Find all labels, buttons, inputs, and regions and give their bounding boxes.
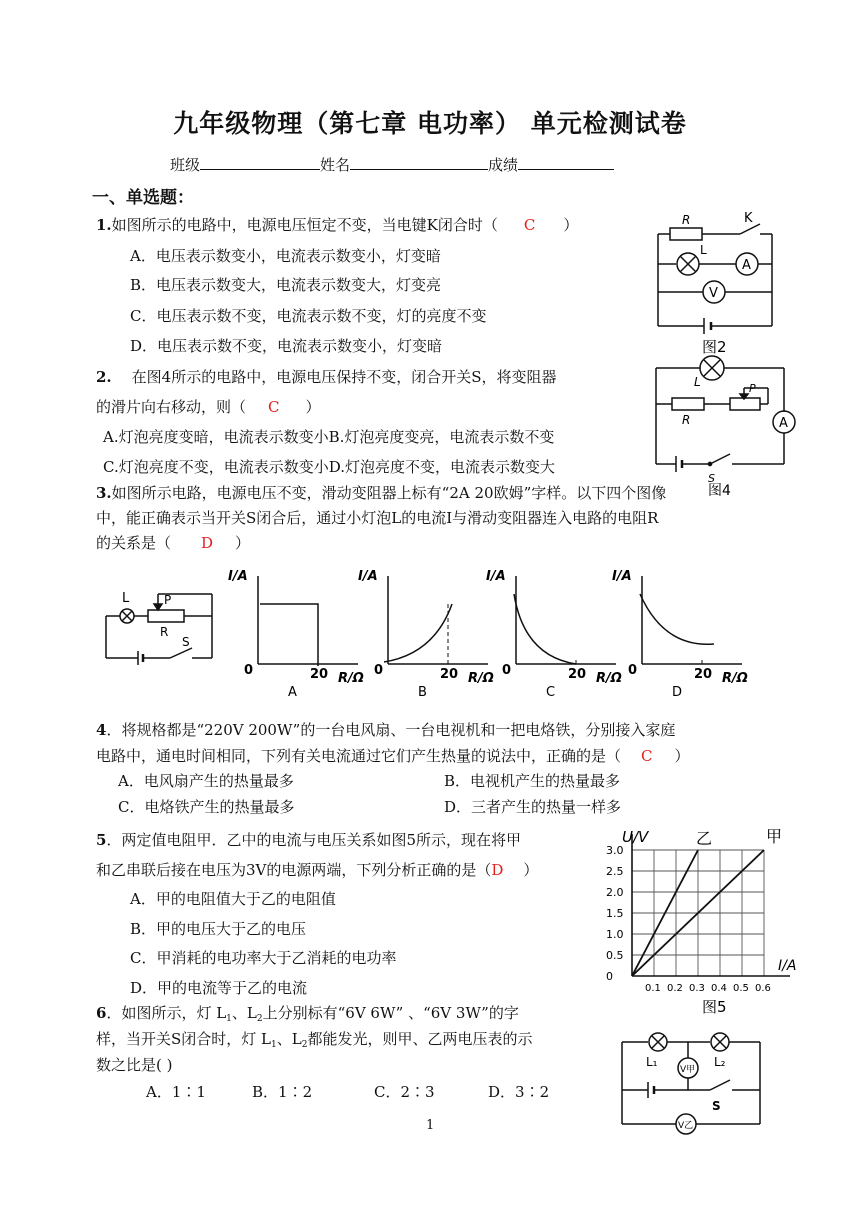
q6-sub2b: 2 bbox=[301, 1040, 308, 1050]
y-tick-label: 2.5 bbox=[606, 865, 624, 878]
x-tick-label: 0.3 bbox=[689, 983, 705, 994]
q5-close: ） bbox=[523, 861, 539, 879]
q1-option-b: B．电压表示数变大，电流表示数变大，灯变亮 bbox=[130, 276, 442, 294]
origin-label: 0 bbox=[628, 663, 638, 678]
x-axis-label: R/Ω bbox=[596, 671, 622, 686]
x-tick-label: 0.5 bbox=[733, 983, 749, 994]
y-tick-label: 3.0 bbox=[606, 844, 624, 857]
q2-number: 2. bbox=[96, 368, 112, 386]
q4-line1 bbox=[96, 719, 675, 740]
y-axis-label: I/A bbox=[228, 569, 248, 584]
q1-option-a: A．电压表示数变小，电流表示数变小，灯变暗 bbox=[130, 247, 441, 265]
name-label: 姓名 bbox=[320, 156, 351, 174]
q3-text1: 如图所示电路，电源电压不变，滑动变阻器上标有“2A 20欧姆”字样。以下四个图像 bbox=[111, 484, 667, 502]
data-curve bbox=[514, 594, 576, 664]
score-blank[interactable] bbox=[518, 155, 614, 170]
chart-caption: 图5 bbox=[702, 998, 727, 1016]
page-number: 1 bbox=[426, 1118, 435, 1133]
graph-letter: B bbox=[418, 685, 427, 700]
q2-fig-l-label: L bbox=[694, 375, 701, 389]
q2-fig-s-label: S bbox=[708, 472, 715, 485]
q3-line1 bbox=[96, 482, 666, 503]
origin-label: 0 bbox=[502, 663, 512, 678]
graph-letter: D bbox=[672, 685, 683, 700]
q6-option-b: B．1∶2 bbox=[252, 1083, 313, 1101]
q1-text: 如图所示的电路中，电源电压恒定不变，当电键K闭合时（ bbox=[111, 216, 498, 234]
q2-text2: 的滑片向右移动，则（ bbox=[96, 398, 247, 416]
data-curve bbox=[260, 604, 318, 666]
q1-close: ） bbox=[563, 216, 579, 234]
q6-number: 6 bbox=[96, 1004, 107, 1022]
q6-text2b: 、L bbox=[276, 1030, 302, 1048]
q6-option-c: C．2∶3 bbox=[374, 1083, 435, 1101]
q4-option-a: A．电风扇产生的热量最多 bbox=[118, 772, 294, 790]
class-label: 班级 bbox=[170, 156, 201, 174]
score-label: 成绩 bbox=[488, 156, 519, 174]
y-tick-label: 0.5 bbox=[606, 949, 624, 962]
q2-text1: 在图4所示的电路中，电源电压保持不变，闭合开关S，将变阻器 bbox=[131, 368, 557, 386]
q3-graph-c bbox=[486, 569, 622, 700]
data-curve bbox=[640, 594, 714, 644]
x-tick-label: 0.2 bbox=[667, 983, 683, 994]
x-axis-label: R/Ω bbox=[722, 671, 748, 686]
q2-options-cd: C.灯泡亮度不变，电流表示数变小D.灯泡亮度不变，电流表示数变大 bbox=[103, 458, 555, 476]
q6-sub2: 2 bbox=[256, 1014, 263, 1024]
y-tick-label: 1.0 bbox=[606, 928, 624, 941]
student-info-row bbox=[170, 154, 614, 175]
page-title: 九年级物理（第七章 电功率） 单元检测试卷 bbox=[173, 109, 687, 138]
x-tick-label: 0.6 bbox=[755, 983, 771, 994]
q1-stem bbox=[96, 214, 578, 235]
y-axis-label: U/V bbox=[622, 828, 649, 846]
q6-text1c: 上分别标有“6V 6W” 、“6V 3W”的字 bbox=[262, 1004, 519, 1022]
q1-option-d: D．电压表示数不变，电流表示数变小，灯变暗 bbox=[130, 337, 443, 355]
q2-fig-r-label: R bbox=[682, 413, 691, 427]
x-tick-label: 0.4 bbox=[711, 983, 727, 994]
x-axis-label: R/Ω bbox=[338, 671, 364, 686]
y-axis-label: I/A bbox=[358, 569, 378, 584]
q5-uv-chart bbox=[594, 826, 800, 1022]
y-axis-label: I/A bbox=[612, 569, 632, 584]
q1-fig-l-label: L bbox=[700, 243, 707, 257]
q5-option-a: A．甲的电阻值大于乙的电阻值 bbox=[130, 890, 336, 908]
origin-label: 0 bbox=[374, 663, 384, 678]
q6-option-a: A．1∶1 bbox=[146, 1083, 206, 1101]
graph-letter: A bbox=[288, 685, 297, 700]
x-tick-label: 20 bbox=[440, 667, 459, 682]
q5-option-b: B．甲的电压大于乙的电压 bbox=[130, 920, 307, 938]
q3-graph-d bbox=[612, 569, 748, 700]
q4-option-c: C．电烙铁产生的热量最多 bbox=[118, 798, 295, 816]
x-tick-label: 0.1 bbox=[645, 983, 661, 994]
q4-close: ） bbox=[674, 747, 690, 765]
q6-fig-l2-label: L₂ bbox=[714, 1055, 726, 1069]
q6-fig-s-label: S bbox=[712, 1099, 721, 1113]
q4-text2: 电路中，通电时间相同，下列有关电流通过它们产生热量的说法中，正确的是（ bbox=[96, 747, 622, 765]
y-tick-label: 2.0 bbox=[606, 886, 624, 899]
x-tick-label: 20 bbox=[568, 667, 587, 682]
y-axis-label: I/A bbox=[486, 569, 506, 584]
section-heading: 一、单选题： bbox=[92, 188, 194, 208]
q6-text1b: 、L bbox=[231, 1004, 257, 1022]
q6-text1a: ．如图所示，灯 L bbox=[106, 1004, 227, 1022]
q5-line1 bbox=[96, 829, 521, 850]
graph-letter: C bbox=[546, 685, 556, 700]
q5-number: 5 bbox=[96, 831, 107, 849]
q6-fig-vjia-label: V甲 bbox=[680, 1065, 696, 1075]
q2-answer: C bbox=[268, 398, 280, 416]
q4-answer: C bbox=[641, 747, 653, 765]
q3-close: ） bbox=[235, 534, 251, 552]
q1-answer: C bbox=[523, 216, 536, 234]
q1-number: 1. bbox=[96, 216, 112, 234]
q1-fig-voltmeter-label: V bbox=[709, 286, 718, 301]
q4-number: 4 bbox=[96, 721, 107, 739]
q5-text1: ．两定值电阻甲．乙中的电流与电压关系如图5所示，现在将甲 bbox=[106, 831, 521, 849]
q3-graph-a bbox=[228, 569, 364, 700]
x-tick-label: 20 bbox=[310, 667, 329, 682]
q6-sub1b: 1 bbox=[271, 1040, 277, 1050]
y-tick-label: 0 bbox=[606, 970, 613, 983]
q1-fig-ammeter-label: A bbox=[742, 258, 751, 273]
q1-fig-r-label: R bbox=[682, 213, 691, 227]
q2-fig-ammeter-label: A bbox=[779, 416, 788, 431]
origin-label: 0 bbox=[244, 663, 254, 678]
q1-fig-k-label: K bbox=[744, 211, 753, 226]
q1-fig-caption: 图2 bbox=[702, 338, 727, 356]
q5-option-d: D．甲的电流等于乙的电流 bbox=[130, 979, 308, 997]
q4-option-b: B．电视机产生的热量最多 bbox=[444, 772, 621, 790]
q3-text3: 的关系是（ bbox=[96, 534, 172, 552]
q6-fig-vyi-label: V乙 bbox=[678, 1121, 694, 1131]
q4-line2 bbox=[96, 745, 690, 766]
q5-text2: 和乙串联后接在电压为3V的电源两端，下列分析正确的是（ bbox=[96, 861, 492, 879]
q3-graph-b bbox=[358, 569, 494, 700]
y-tick-label: 1.5 bbox=[606, 907, 624, 920]
q6-line2 bbox=[96, 1028, 532, 1050]
data-curve bbox=[384, 604, 452, 662]
q1-circuit-diagram bbox=[648, 208, 782, 358]
q2-circuit-diagram bbox=[648, 352, 798, 498]
q6-circuit-diagram bbox=[614, 1028, 774, 1144]
name-blank[interactable] bbox=[350, 155, 488, 170]
q2-line1 bbox=[96, 366, 557, 387]
q5-answer: D bbox=[491, 861, 504, 879]
x-tick-label: 20 bbox=[694, 667, 713, 682]
q4-option-d: D．三者产生的热量一样多 bbox=[444, 798, 622, 816]
q5-line2 bbox=[96, 859, 538, 880]
q3-number: 3. bbox=[96, 484, 112, 502]
x-axis-label: I/A bbox=[778, 958, 797, 974]
q2-fig-p-label: P bbox=[749, 382, 756, 395]
q6-line3: 数之比是( ) bbox=[96, 1056, 173, 1074]
q2-fig-caption: 图4 bbox=[708, 483, 731, 498]
q1-option-c: C．电压表示数不变，电流表示数不变，灯的亮度不变 bbox=[130, 307, 487, 325]
q6-option-d: D．3∶2 bbox=[488, 1083, 550, 1101]
x-axis-label: R/Ω bbox=[468, 671, 494, 686]
q3-line3 bbox=[96, 532, 250, 553]
q6-text2a: 样，当开关S闭合时，灯 L bbox=[96, 1030, 272, 1048]
q3-circuit-r-label: R bbox=[160, 625, 169, 639]
q6-text2c: 都能发光，则甲、乙两电压表的示 bbox=[307, 1030, 533, 1048]
q3-answer: D bbox=[201, 534, 214, 552]
q6-line1 bbox=[96, 1002, 519, 1024]
q2-close: ） bbox=[305, 398, 321, 416]
q6-sub1: 1 bbox=[226, 1014, 232, 1024]
q2-line2 bbox=[96, 396, 321, 417]
q4-text1: ．将规格都是“220V 200W”的一台电风扇、一台电视机和一把电烙铁，分别接入家庭 bbox=[106, 721, 676, 739]
q6-fig-l1-label: L₁ bbox=[646, 1055, 658, 1069]
q3-graph-options bbox=[224, 564, 764, 706]
series-label-jia: 甲 bbox=[766, 827, 783, 846]
q3-circuit-diagram bbox=[100, 582, 220, 672]
q3-circuit-s-label: S bbox=[182, 635, 190, 649]
q5-option-c: C．甲消耗的电功率大于乙消耗的电功率 bbox=[130, 949, 397, 967]
class-blank[interactable] bbox=[200, 155, 320, 170]
q3-circuit-p-label: P bbox=[164, 593, 172, 607]
series-label-yi: 乙 bbox=[696, 829, 713, 848]
q2-options-ab: A.灯泡亮度变暗，电流表示数变小B.灯泡亮度变亮，电流表示数不变 bbox=[103, 428, 555, 446]
q3-line2: 中，能正确表示当开关S闭合后，通过小灯泡L的电流I与滑动变阻器连入电路的电阻R bbox=[96, 509, 659, 527]
q3-circuit-l-label: L bbox=[122, 591, 130, 606]
